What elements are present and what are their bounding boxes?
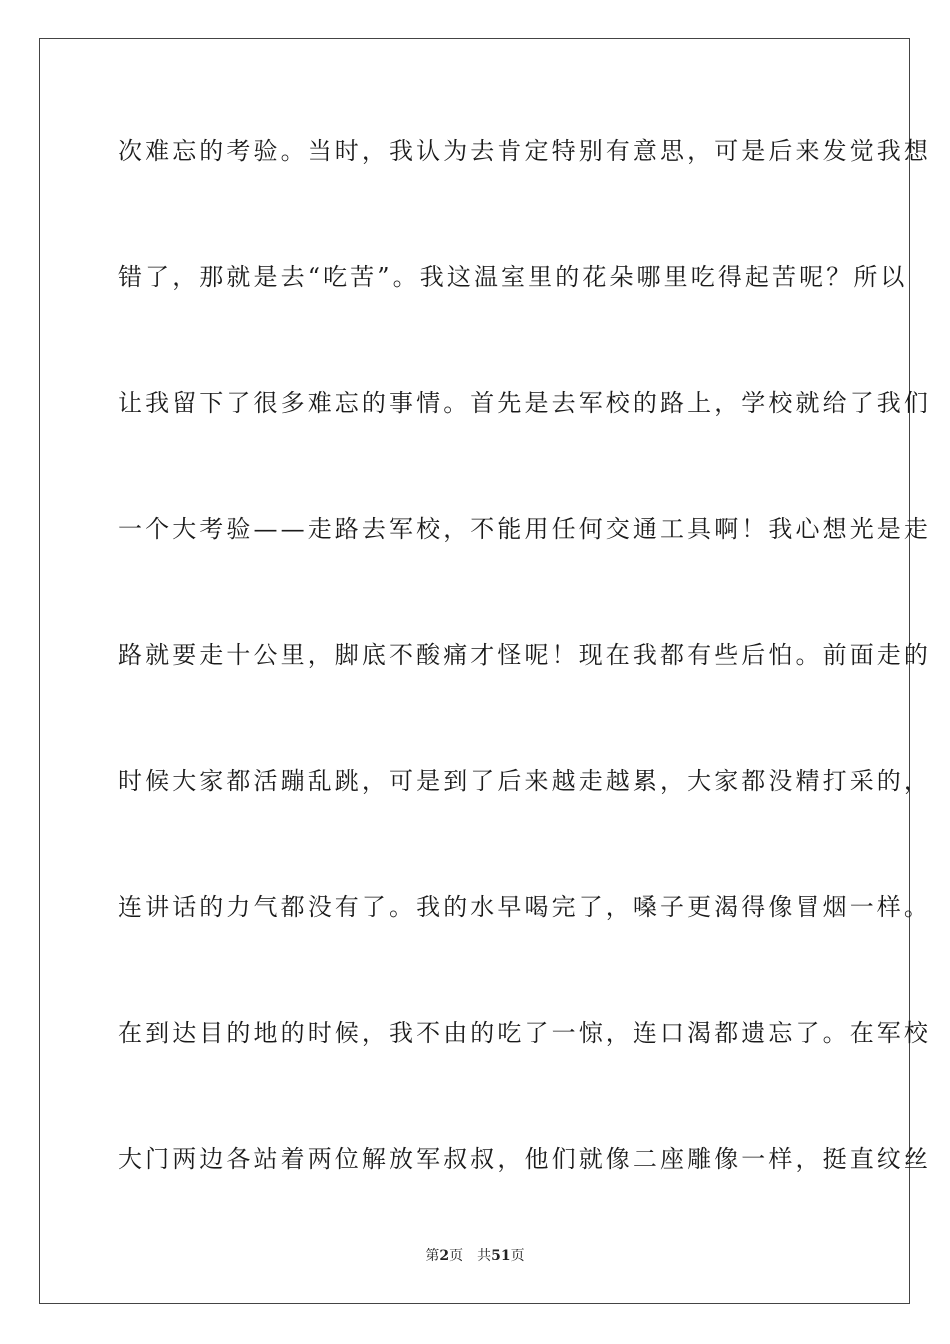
page-suffix: 页 — [449, 1248, 464, 1264]
text-line-4: 一个大考验——走路去军校，不能用任何交通工具啊！我心想光是走 — [118, 515, 931, 543]
text-line-6: 时候大家都活蹦乱跳，可是到了后来越走越累，大家都没精打采的， — [118, 767, 931, 795]
total-pages: 51 — [491, 1248, 511, 1264]
page-prefix: 第 — [425, 1248, 440, 1264]
document-body — [118, 128, 931, 1262]
text-line-8: 在到达目的地的时候，我不由的吃了一惊，连口渴都遗忘了。在军校 — [118, 1019, 931, 1047]
text-line-3: 让我留下了很多难忘的事情。首先是去军校的路上，学校就给了我们 — [118, 389, 931, 417]
text-line-2: 错了，那就是去“吃苦”。我这温室里的花朵哪里吃得起苦呢？所以 — [118, 263, 908, 291]
total-prefix: 共 — [477, 1248, 492, 1264]
total-suffix: 页 — [510, 1248, 525, 1264]
text-line-1: 次难忘的考验。当时，我认为去肯定特别有意思，可是后来发觉我想 — [118, 137, 931, 165]
page-footer — [0, 1246, 950, 1266]
page-number: 2 — [439, 1248, 450, 1264]
text-line-9: 大门两边各站着两位解放军叔叔，他们就像二座雕像一样，挺直纹丝 — [118, 1145, 931, 1173]
text-line-5: 路就要走十公里，脚底不酸痛才怪呢！现在我都有些后怕。前面走的 — [118, 641, 931, 669]
text-line-7: 连讲话的力气都没有了。我的水早喝完了，嗓子更渴得像冒烟一样。 — [118, 893, 931, 921]
